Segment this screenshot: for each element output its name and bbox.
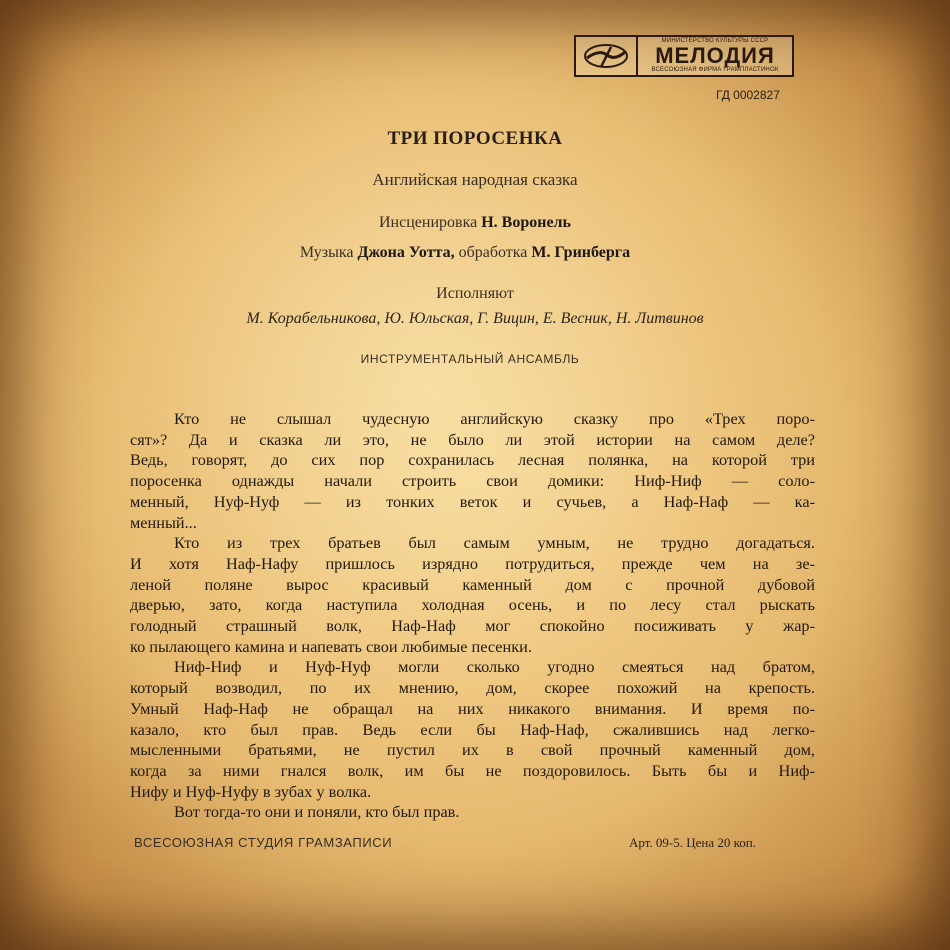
story-text <box>130 409 815 823</box>
text-line: ко пылающего камина и напевать свои любимые песенки. <box>130 636 532 656</box>
text-line: Вот тогда-то они и поняли, кто был прав. <box>174 802 460 822</box>
text-line: Кто из трех братьев был самым умным, не трудно догадаться. <box>174 533 815 553</box>
arrangement-label: обработка <box>458 244 528 261</box>
melodiya-logo <box>574 35 794 77</box>
logo-text-block <box>638 37 792 75</box>
text-line: И хотя Наф-Нафу пришлось изрядно потрудиться, прежде чем на зе- <box>130 553 815 573</box>
music-label: Музыка <box>299 244 354 261</box>
text-line: который возводил, по их мнению, дом, скорее похожий на крепость. <box>130 678 815 698</box>
record-title: ТРИ ПОРОСЕНКА <box>387 128 563 149</box>
music-credit <box>0 244 940 262</box>
text-line: Умный Наф-Наф не обращал на них никакого внимания. И время по- <box>130 698 815 718</box>
text-line: мысленными братьями, не пустил их в свой прочный каменный дом, <box>130 740 815 760</box>
text-line: сят»? Да и сказка ли это, не было ли этой истории на самом деле? <box>130 429 815 449</box>
catalog-number: ГД 0002827 <box>716 88 780 102</box>
text-line: дверью, зато, когда наступила холодная осень, и по лесу стал рыскать <box>130 595 815 615</box>
text-line: голодный страшный волк, Наф-Наф мог спокойно посиживать у жар- <box>130 616 815 636</box>
performers-heading: Исполняют <box>436 285 514 302</box>
adaptation-label: Инсценировка <box>379 214 478 231</box>
music-composer: Джона Уотта, <box>357 244 455 261</box>
logo-ministry-text: МИНИСТЕРСТВО КУЛЬТУРЫ СССР <box>661 38 769 44</box>
text-line: Ведь, говорят, до сих пор сохранилась лесная полянка, на которой три <box>130 450 815 470</box>
text-line: поросенка однажды начали строить свои домики: Ниф-Ниф — соло- <box>130 471 815 491</box>
melodiya-emblem-icon <box>576 37 638 75</box>
logo-company-text: ВСЕСОЮЗНАЯ ФИРМА ГРАМПЛАСТИНОК <box>651 67 779 73</box>
price-label: Арт. 09-5. Цена 20 коп. <box>629 835 756 850</box>
ensemble-credit: ИНСТРУМЕНТАЛЬНЫЙ АНСАМБЛЬ <box>360 352 580 366</box>
music-arranger: М. Гринберга <box>531 244 631 261</box>
adaptation-credit <box>0 214 950 232</box>
text-line: Ниф-Ниф и Нуф-Нуф могли сколько угодно смеяться над братом, <box>174 657 815 677</box>
text-line: Нифу и Нуф-Нуфу в зубах у волка. <box>130 781 372 801</box>
text-line: менный, Нуф-Нуф — из тонких веток и сучьев, а Наф-Наф — ка- <box>130 491 815 511</box>
text-line: когда за ними гнался волк, им бы не поздоровилось. Быть бы и Ниф- <box>130 760 815 780</box>
adaptation-author: Н. Воронель <box>481 214 571 231</box>
text-line: казало, кто был прав. Ведь если бы Наф-Наф, сжалившись над легко- <box>130 719 815 739</box>
text-line: леной поляне вырос красивый каменный дом с прочной дубовой <box>130 574 815 594</box>
performers-list: М. Корабельникова, Ю. Юльская, Г. Вицин, Е. Весник, Н. Литвинов <box>246 310 704 327</box>
text-line: менный... <box>130 512 197 532</box>
text-line: Кто не слышал чудесную английскую сказку про «Трех поро- <box>174 409 815 428</box>
record-subtitle: Английская народная сказка <box>372 170 578 189</box>
logo-brand-text: МЕЛОДИЯ <box>655 43 775 68</box>
studio-credit: ВСЕСОЮЗНАЯ СТУДИЯ ГРАМЗАПИСИ <box>134 835 393 850</box>
